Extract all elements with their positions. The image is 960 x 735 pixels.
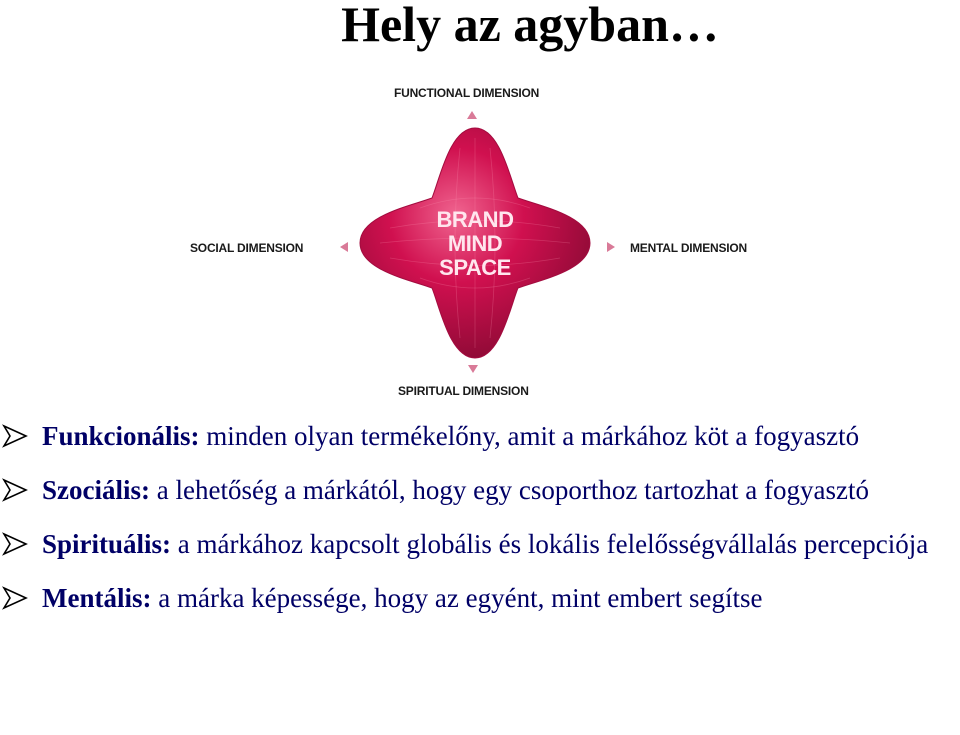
- bullet-desc: a lehetőség a márkától, hogy egy csoporthoz tartozhat a fogyasztó: [150, 475, 869, 505]
- bullet-social: [0, 474, 960, 506]
- arrowhead-bullet-icon: [2, 424, 28, 448]
- bullet-term: Mentális:: [42, 583, 152, 613]
- bullet-mental: [0, 582, 960, 614]
- bullet-desc: a márka képessége, hogy az egyént, mint embert segítse: [151, 583, 763, 613]
- bullet-functional: [0, 420, 960, 452]
- arrowhead-bullet-icon: [2, 586, 28, 610]
- bullet-desc: a márkához kapcsolt globális és lokális felelősségvállalás percepciója: [171, 529, 929, 559]
- brand-mind-space-text: [430, 208, 520, 280]
- bullet-list: [0, 420, 960, 614]
- social-dimension-label: SOCIAL DIMENSION: [190, 241, 304, 255]
- arrowhead-bullet-icon: [2, 532, 28, 556]
- functional-dimension-label: FUNCTIONAL DIMENSION: [394, 86, 540, 100]
- brand-mind-space-diagram: [180, 78, 780, 408]
- arrowhead-bullet-icon: [2, 478, 28, 502]
- center-line-1: BRAND: [436, 207, 514, 232]
- bullet-spiritual: [0, 528, 960, 560]
- bullet-term: Spirituális:: [42, 529, 172, 559]
- center-line-3: SPACE: [439, 255, 511, 280]
- bullet-desc: minden olyan termékelőny, amit a márkához köt a fogyasztó: [199, 421, 860, 451]
- bullet-term: Szociális:: [42, 475, 150, 505]
- bullet-term: Funkcionális:: [42, 421, 200, 451]
- spiritual-dimension-label: SPIRITUAL DIMENSION: [398, 384, 529, 398]
- arrow-right-icon: [607, 242, 615, 252]
- page-title: Hely az agyban…: [341, 0, 719, 52]
- arrow-left-icon: [340, 242, 348, 252]
- center-line-2: MIND: [447, 231, 503, 256]
- mental-dimension-label: MENTAL DIMENSION: [630, 241, 748, 255]
